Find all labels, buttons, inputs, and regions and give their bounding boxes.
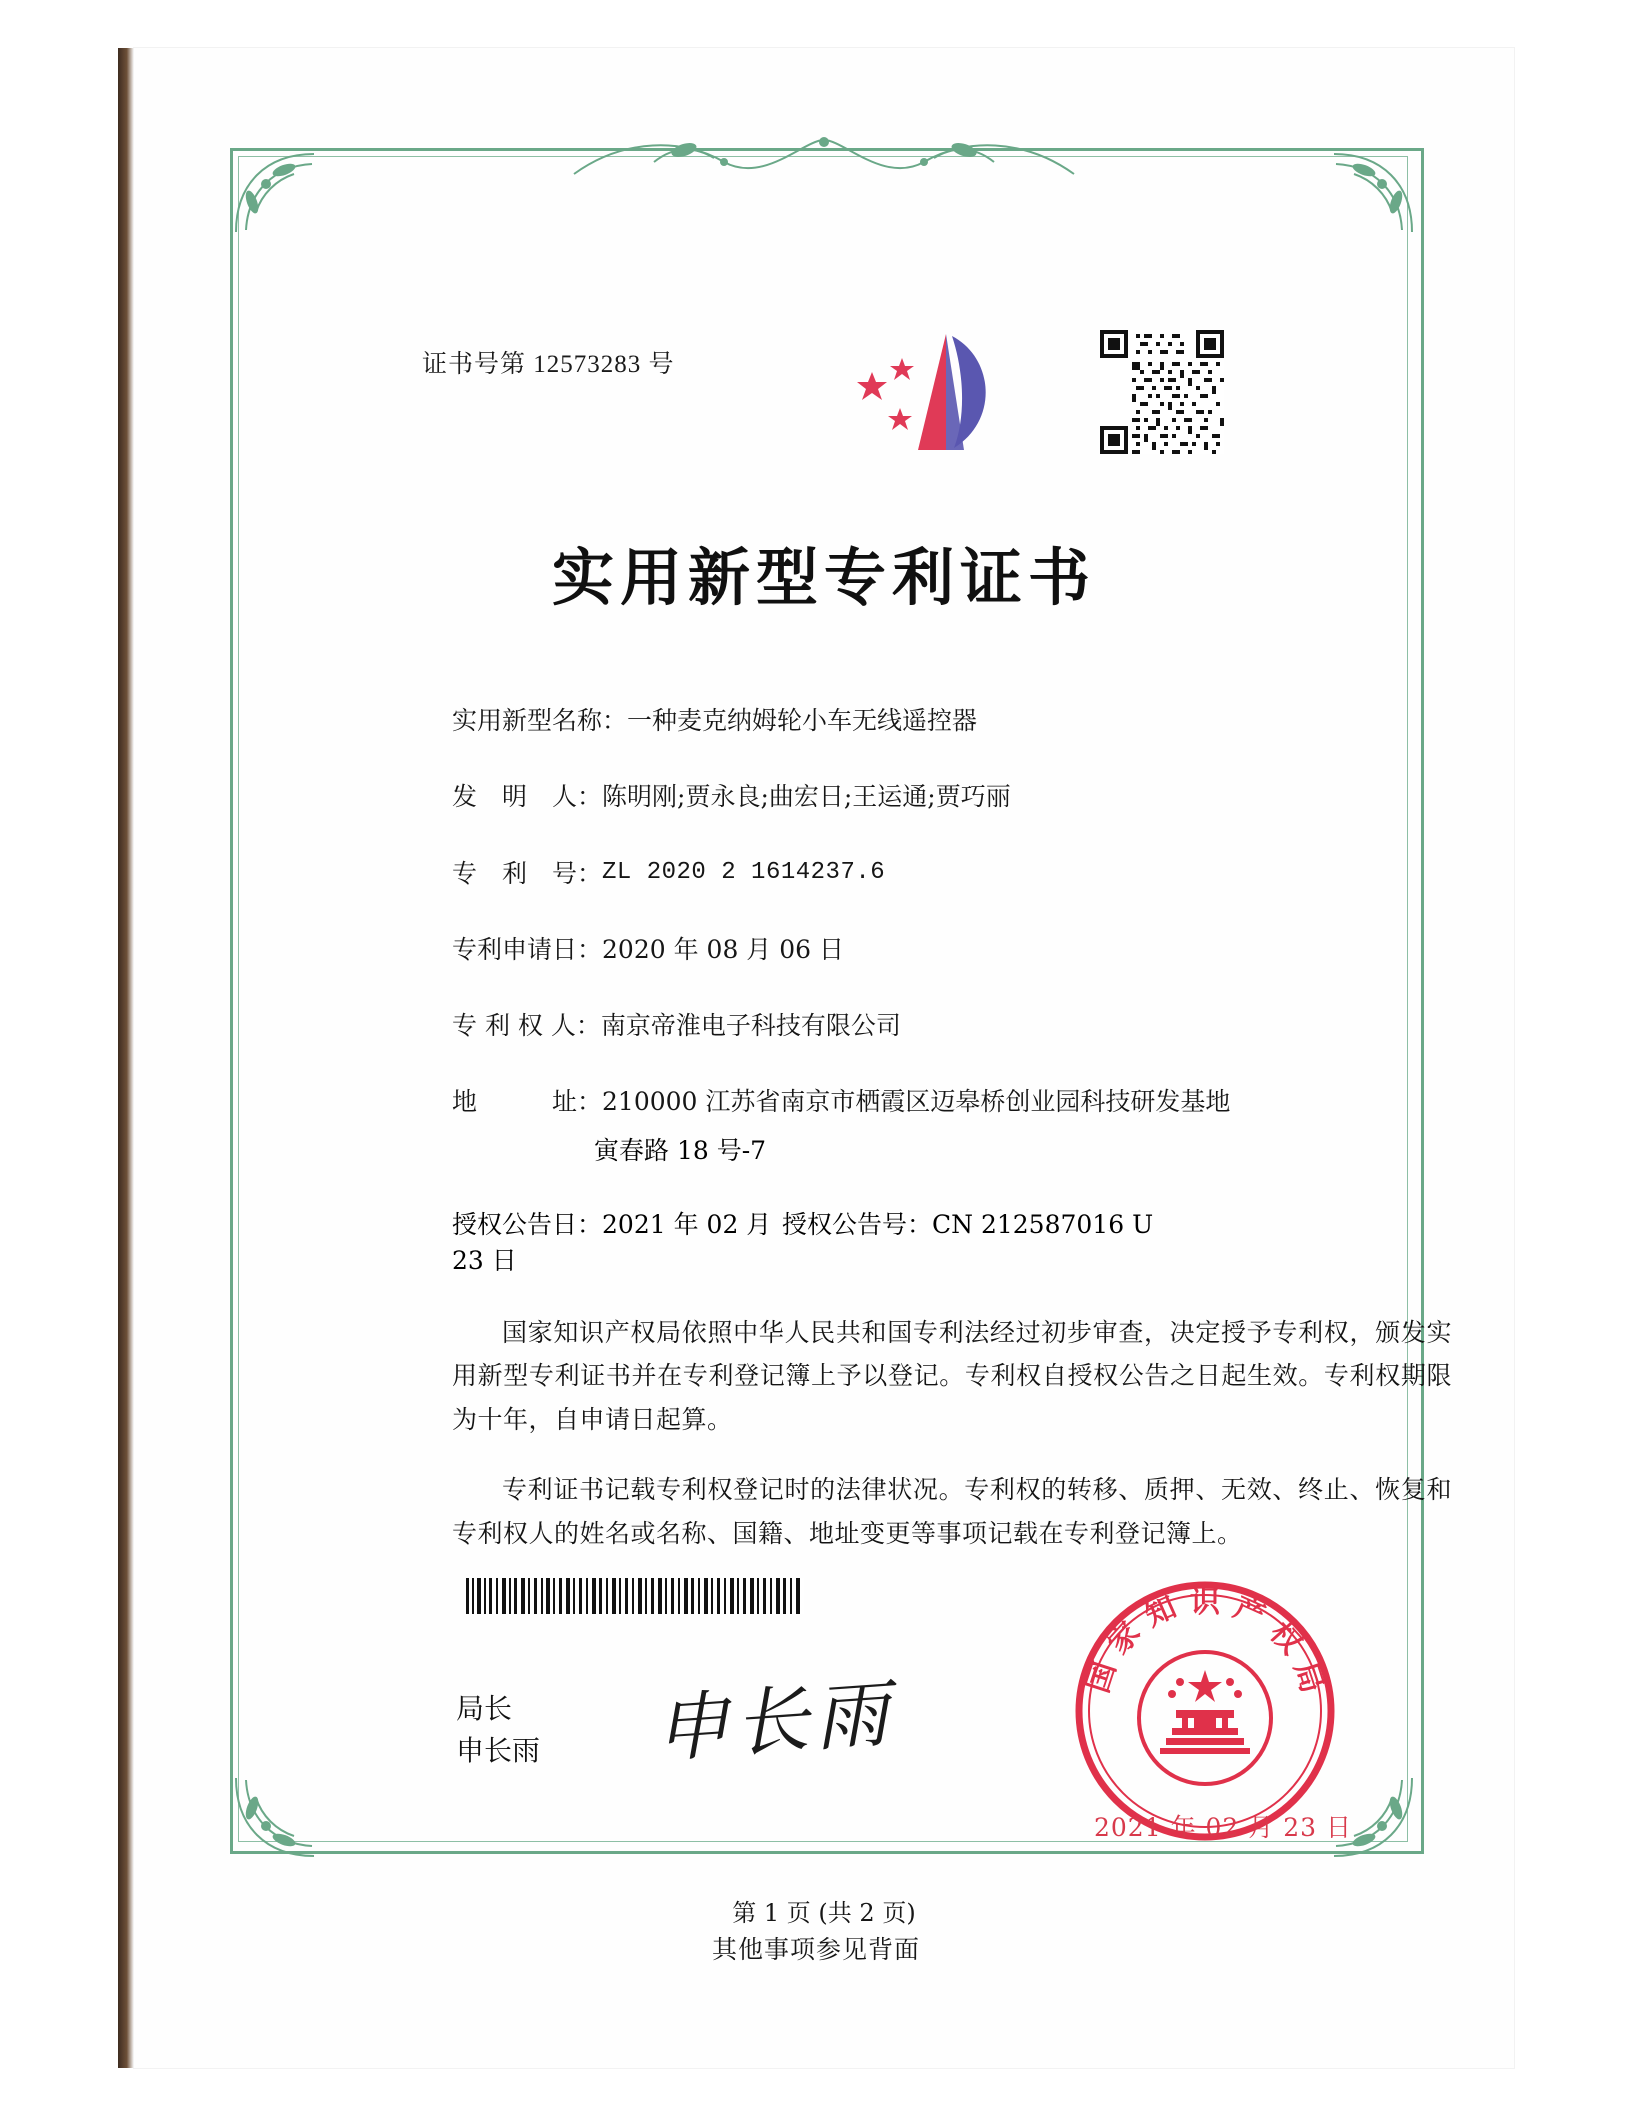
field-label: 发 明 人： <box>452 782 603 812</box>
field-row-patentee <box>452 1008 1452 1044</box>
top-vine-ornament-icon <box>564 134 1084 180</box>
svg-text:权: 权 <box>1262 1615 1309 1662</box>
svg-text:家: 家 <box>1101 1615 1148 1662</box>
signature-block <box>456 1688 540 1772</box>
svg-text:国: 国 <box>1080 1657 1124 1698</box>
field-row-address <box>452 1084 1452 1120</box>
field-value: 一种麦克纳姆轮小车无线遥控器 <box>627 706 978 735</box>
page-title: 实用新型专利证书 <box>551 541 1096 614</box>
barcode <box>464 1578 804 1614</box>
field-label: 专 利 号： <box>452 858 603 888</box>
certificate-page <box>134 48 1514 2068</box>
page-indicator: 第 1 页 (共 2 页) <box>732 1899 916 1927</box>
grant-number-label: 授权公告号： <box>782 1209 933 1239</box>
qr-code <box>1100 330 1224 454</box>
field-label: 地 址： <box>452 1087 603 1117</box>
grant-announcement-row <box>452 1205 1452 1277</box>
field-label: 专利申请日： <box>452 934 603 964</box>
certificate-number: 证书号第 12573283 号 <box>422 351 675 378</box>
svg-text:知: 知 <box>1140 1589 1182 1634</box>
handwritten-signature: 申长雨 <box>651 1670 898 1774</box>
body-paragraph-2: 专利证书记载专利权登记时的法律状况。专利权的转移、质押、无效、终止、恢复和专利权人的姓名或名称、国籍、地址变更等事项记载在专利登记簿上。 <box>452 1474 1452 1548</box>
seal-date: 2021 年 02 月 23 日 <box>1094 1813 1352 1842</box>
grant-number-value: CN 212587016 U <box>932 1209 1154 1239</box>
field-row-application-date <box>452 932 1452 968</box>
grant-date-label: 授权公告日： <box>452 1209 603 1239</box>
corner-ornament-icon <box>232 150 318 236</box>
field-value: 2020 年 08 月 06 日 <box>602 934 844 964</box>
field-row-patent-number <box>452 856 1452 892</box>
scan-shadow-edge <box>118 48 134 2068</box>
field-label: 专 利 权 人： <box>452 1011 601 1040</box>
svg-text:识: 识 <box>1190 1585 1220 1620</box>
field-value: 陈明刚;贾永良;曲宏日;王运通;贾巧丽 <box>602 782 1011 812</box>
grant-date <box>452 1205 782 1277</box>
field-label: 实用新型名称： <box>452 706 628 735</box>
body-paragraph-1: 国家知识产权局依照中华人民共和国专利法经过初步审查，决定授予专利权，颁发实用新型专利证书并在专利登记簿上予以登记。专利权自授权公告之日起生效。专利权期限为十年，自申请日起算。 <box>452 1317 1452 1434</box>
field-row-inventors <box>452 779 1452 815</box>
director-role-label: 局长 <box>456 1692 513 1725</box>
corner-ornament-icon <box>232 1774 318 1860</box>
address-line-2: 寅春路 18 号-7 <box>594 1135 767 1165</box>
field-row-name <box>452 703 1452 739</box>
field-value: 210000 江苏省南京市栖霞区迈皋桥创业园科技研发基地 <box>602 1087 1231 1117</box>
svg-text:产: 产 <box>1228 1589 1270 1634</box>
field-value: ZL 2020 2 1614237.6 <box>602 858 886 886</box>
grant-date-value: 2021 年 02 月 23 日 <box>452 1209 772 1275</box>
cnipa-logo-icon <box>834 328 1014 468</box>
svg-text:局: 局 <box>1286 1657 1330 1698</box>
footer-note: 其他事项参见背面 <box>711 1935 920 1964</box>
grant-number <box>782 1205 1153 1241</box>
official-seal <box>1072 1578 1338 1844</box>
field-list <box>452 703 1452 1555</box>
director-name-label: 申长雨 <box>456 1734 541 1767</box>
corner-ornament-icon <box>1330 150 1416 236</box>
field-value: 南京帝淮电子科技有限公司 <box>600 1011 901 1040</box>
